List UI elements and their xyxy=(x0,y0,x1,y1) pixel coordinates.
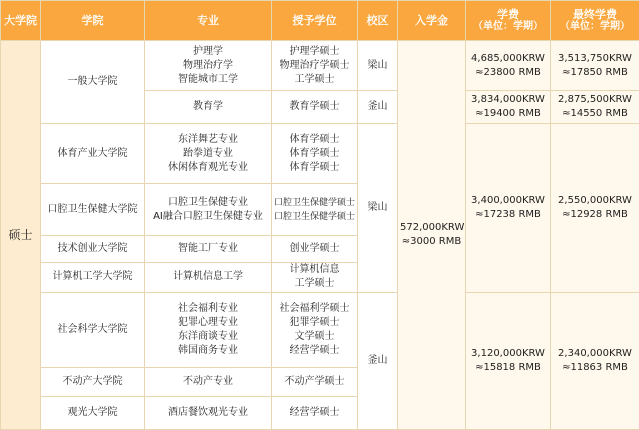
campus-cell: 梁山 xyxy=(358,41,398,91)
major-cell xyxy=(145,262,272,292)
degree-text: 口腔卫生保健学硕士 xyxy=(274,197,356,208)
degree-text: 物理治疗学硕士 xyxy=(279,59,350,71)
final-tuition-krw: 3,513,750KRW xyxy=(558,52,632,64)
final-tuition-rmb: ≈11863 RMB xyxy=(562,361,628,373)
major-text: 社会福利专业 xyxy=(178,302,238,314)
header-college-group: 大学院 xyxy=(1,1,41,41)
school-cell: 不动产大学院 xyxy=(41,367,145,396)
tuition-cell xyxy=(466,41,551,91)
degree-cell xyxy=(272,124,358,184)
tuition-rmb: ≈15818 RMB xyxy=(475,361,541,373)
header-campus: 校区 xyxy=(358,1,398,41)
degree-cell xyxy=(272,41,358,91)
tuition-cell xyxy=(466,292,551,429)
major-text: 护理学 xyxy=(193,45,223,57)
school-cell: 技术创业大学院 xyxy=(41,236,145,262)
degree-text: 工学硕士 xyxy=(294,73,335,85)
header-tuition-unit: （单位：学期） xyxy=(473,20,543,32)
tuition-krw: 3,120,000KRW xyxy=(471,347,545,359)
header-final-tuition xyxy=(551,1,639,41)
degree-text: 体育学硕士 xyxy=(289,133,340,145)
major-text: 口腔卫生保健专业 xyxy=(168,196,248,208)
final-tuition-cell xyxy=(551,292,639,429)
degree-text: 犯罪学硕士 xyxy=(289,316,340,328)
header-school: 学院 xyxy=(41,1,145,41)
major-cell xyxy=(145,292,272,367)
tuition-rmb: ≈23800 RMB xyxy=(475,66,541,78)
table-row xyxy=(1,41,639,91)
header-row xyxy=(1,1,639,41)
header-enrollment-fee: 入学金 xyxy=(398,1,466,41)
final-tuition-cell xyxy=(551,124,639,292)
header-final-tuition-title: 最终学费 xyxy=(573,7,617,21)
degree-text: 经营学硕士 xyxy=(289,406,340,418)
tuition-krw: 3,834,000KRW xyxy=(471,94,545,106)
level-cell: 硕士 xyxy=(1,41,41,430)
enrollment-rmb: ≈3000 RMB xyxy=(401,236,462,247)
degree-text: 计算机信息 xyxy=(289,264,340,276)
degree-text: 体育学硕士 xyxy=(289,161,340,173)
degree-text: 体育学硕士 xyxy=(289,147,340,159)
table-row xyxy=(1,124,639,184)
final-tuition-cell xyxy=(551,91,639,124)
major-cell xyxy=(145,236,272,262)
major-text: 东洋舞艺专业 xyxy=(178,133,238,145)
header-major: 专业 xyxy=(145,1,272,41)
tuition-cell xyxy=(466,91,551,124)
major-text: 不动产专业 xyxy=(183,375,233,387)
major-cell xyxy=(145,367,272,396)
enrollment-krw: 572,000KRW xyxy=(400,222,465,233)
major-text: 酒店餐饮观光专业 xyxy=(168,406,248,418)
major-text: 智能工厂专业 xyxy=(178,243,238,254)
major-cell xyxy=(145,184,272,236)
tuition-rmb: ≈17238 RMB xyxy=(475,208,541,220)
final-tuition-krw: 2,340,000KRW xyxy=(558,347,632,359)
degree-cell xyxy=(272,236,358,262)
major-cell xyxy=(145,91,272,124)
major-text: 韩国商务专业 xyxy=(178,344,238,356)
degree-text: 护理学硕士 xyxy=(289,45,340,57)
degree-text: 教育学硕士 xyxy=(289,101,340,113)
school-cell: 体育产业大学院 xyxy=(41,124,145,184)
degree-cell xyxy=(272,292,358,367)
degree-cell xyxy=(272,184,358,236)
tuition-cell xyxy=(466,124,551,292)
major-text: 智能城市工学 xyxy=(178,73,238,85)
degree-text: 口腔卫生保健学硕士 xyxy=(274,211,356,222)
degree-cell xyxy=(272,91,358,124)
school-cell: 计算机工学大学院 xyxy=(41,262,145,292)
campus-cell: 釜山 xyxy=(358,292,398,429)
school-cell: 社会科学大学院 xyxy=(41,292,145,367)
enrollment-fee-cell xyxy=(398,41,466,430)
header-final-tuition-unit: （单位：学期） xyxy=(560,20,630,32)
major-text: 跆拳道专业 xyxy=(183,147,233,159)
degree-cell xyxy=(272,262,358,292)
final-tuition-cell xyxy=(551,41,639,91)
tuition-rmb: ≈19400 RMB xyxy=(475,108,541,120)
final-tuition-krw: 2,875,500KRW xyxy=(558,94,632,106)
final-tuition-rmb: ≈12928 RMB xyxy=(562,208,628,220)
major-cell xyxy=(145,124,272,184)
major-text: 休闲体育观光专业 xyxy=(168,161,248,173)
header-tuition xyxy=(466,1,551,41)
final-tuition-rmb: ≈14550 RMB xyxy=(562,108,628,120)
table-row xyxy=(1,292,639,367)
tuition-krw: 4,685,000KRW xyxy=(471,52,545,64)
major-text: 教育学 xyxy=(193,101,223,113)
major-cell xyxy=(145,41,272,91)
degree-text: 工学硕士 xyxy=(294,278,335,290)
header-tuition-title: 学费 xyxy=(497,7,519,21)
major-text: AI融合口腔卫生保健专业 xyxy=(153,210,263,222)
degree-cell xyxy=(272,367,358,396)
major-cell xyxy=(145,396,272,429)
major-text: 计算机信息工学 xyxy=(173,271,243,283)
header-degree: 授予学位 xyxy=(272,1,358,41)
major-text: 东洋商谈专业 xyxy=(178,330,238,342)
degree-text: 创业学硕士 xyxy=(289,243,340,254)
final-tuition-krw: 2,550,000KRW xyxy=(558,194,632,206)
school-cell: 口腔卫生保健大学院 xyxy=(41,184,145,236)
final-tuition-rmb: ≈17850 RMB xyxy=(562,66,628,78)
degree-text: 社会福利学硕士 xyxy=(279,302,350,314)
tuition-krw: 3,400,000KRW xyxy=(471,194,545,206)
major-text: 物理治疗学 xyxy=(183,59,233,71)
campus-cell: 梁山 xyxy=(358,124,398,292)
campus-cell: 釜山 xyxy=(358,91,398,124)
degree-text: 不动产学硕士 xyxy=(284,375,345,387)
major-text: 犯罪心理专业 xyxy=(178,316,238,328)
degree-text: 经营学硕士 xyxy=(289,344,340,356)
school-cell: 一般大学院 xyxy=(41,41,145,124)
degree-cell xyxy=(272,396,358,429)
degree-text: 文学硕士 xyxy=(294,330,335,342)
school-cell: 观光大学院 xyxy=(41,396,145,429)
